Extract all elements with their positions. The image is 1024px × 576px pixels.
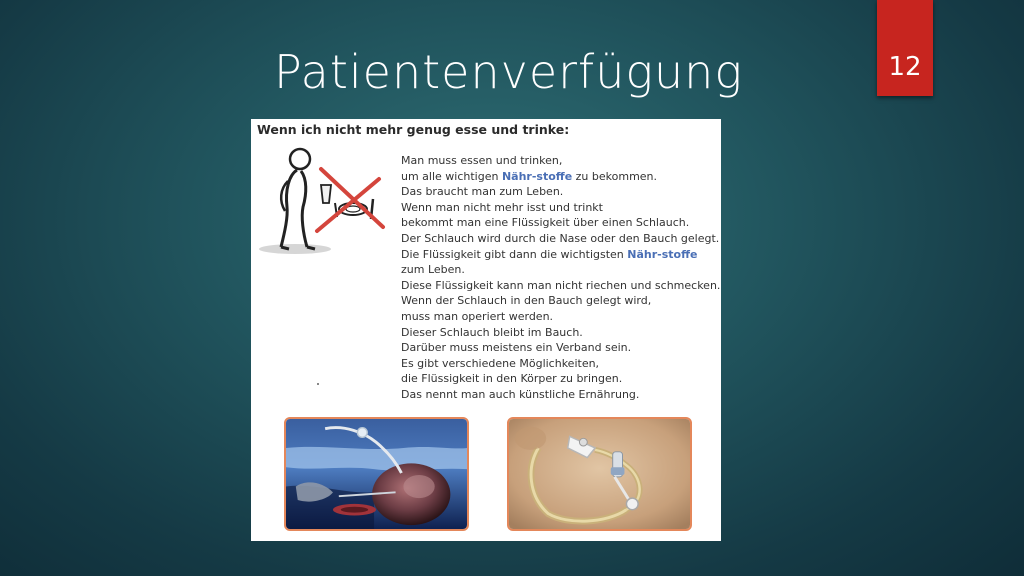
text-segment: Man muss essen und trinken, bbox=[401, 154, 563, 167]
document-body-text bbox=[401, 153, 719, 403]
photo-stomach-tube bbox=[284, 417, 469, 531]
text-segment: zum Leben. bbox=[401, 263, 465, 277]
text-segment: Dieser Schlauch bleibt im Bauch. bbox=[401, 325, 583, 339]
text-line bbox=[401, 153, 719, 169]
text-segment: bekommt man eine Flüssigkeit über einen Schlauch. bbox=[401, 216, 690, 230]
photo-abdomen-tube bbox=[507, 417, 692, 531]
text-segment: die Flüssigkeit in den Körper zu bringen. bbox=[401, 372, 623, 386]
text-line bbox=[401, 215, 719, 231]
text-line bbox=[401, 247, 719, 263]
text-line bbox=[401, 169, 719, 185]
text-line bbox=[401, 200, 719, 216]
text-line bbox=[401, 231, 719, 247]
text-line bbox=[401, 184, 719, 200]
text-line bbox=[401, 371, 719, 387]
slide-title: Patientenverfügung bbox=[274, 45, 743, 99]
text-line bbox=[401, 262, 719, 278]
text-segment: Die Flüssigkeit gibt dann die wichtigsten bbox=[401, 247, 628, 261]
text-segment: Wenn der Schlauch in den Bauch gelegt wird, bbox=[401, 294, 652, 308]
text-line bbox=[401, 278, 719, 294]
text-segment: Das braucht man zum Leben. bbox=[401, 185, 564, 199]
highlighted-term: Nähr-stoffe bbox=[627, 247, 698, 261]
text-line bbox=[401, 387, 719, 403]
scan-speck bbox=[317, 383, 319, 385]
page-number-tab bbox=[877, 0, 933, 96]
text-segment: Darüber muss meistens ein Verband sein. bbox=[401, 341, 632, 355]
text-line bbox=[401, 309, 719, 325]
text-segment: Diese Flüssigkeit kann man nicht riechen und schmecken. bbox=[401, 278, 721, 292]
text-segment: Das nennt man auch künstliche Ernährung. bbox=[401, 387, 640, 401]
text-segment: Es gibt verschiedene Möglichkeiten, bbox=[401, 356, 600, 370]
text-segment: um alle wichtigen bbox=[401, 169, 502, 183]
person-no-eating-icon bbox=[255, 145, 395, 263]
text-line bbox=[401, 340, 719, 356]
document-heading: Wenn ich nicht mehr genug esse und trinke: bbox=[257, 122, 570, 137]
document-image bbox=[251, 119, 721, 541]
highlighted-term: Nähr-stoffe bbox=[501, 169, 573, 183]
text-line bbox=[401, 356, 719, 372]
text-segment: Wenn man nicht mehr isst und trinkt bbox=[401, 200, 603, 214]
text-segment: muss man operiert werden. bbox=[401, 309, 554, 323]
text-line bbox=[401, 325, 719, 341]
page-number: 12 bbox=[888, 52, 922, 82]
text-segment: zu bekommen. bbox=[572, 169, 658, 183]
text-segment: Der Schlauch wird durch die Nase oder den Bauch gelegt. bbox=[401, 231, 720, 245]
text-line bbox=[401, 293, 719, 309]
